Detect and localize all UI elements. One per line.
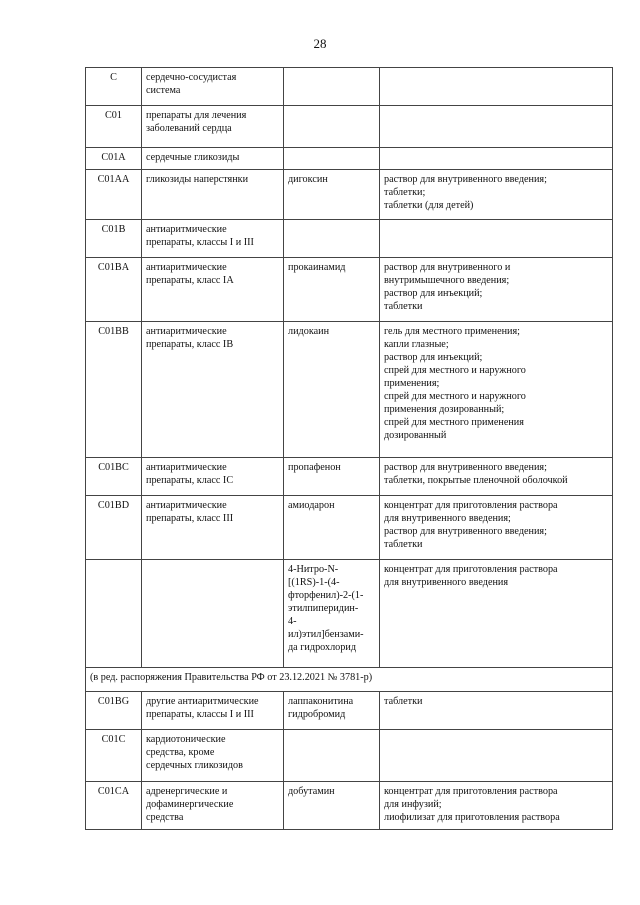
dosage-forms	[380, 220, 613, 258]
dosage-forms	[380, 68, 613, 106]
atc-code: C01	[86, 106, 142, 148]
group-name: кардиотонические средства, кроме сердечных гликозидов	[142, 730, 284, 782]
group-name: другие антиаритмические препараты, классы I и III	[142, 692, 284, 730]
drug-name	[284, 220, 380, 258]
amendment-row	[86, 668, 613, 692]
table-row	[86, 782, 613, 830]
table-row	[86, 496, 613, 560]
atc-code: C01C	[86, 730, 142, 782]
drug-name: прокаинамид	[284, 258, 380, 322]
group-name: гликозиды наперстянки	[142, 170, 284, 220]
atc-code: C01BA	[86, 258, 142, 322]
group-name: антиаритмические препараты, класс III	[142, 496, 284, 560]
dosage-forms: концентрат для приготовления раствора для инфузий; лиофилизат для приготовления раствора	[380, 782, 613, 830]
atc-code	[86, 560, 142, 668]
amendment-note: (в ред. распоряжения Правительства РФ от 23.12.2021 № 3781-р)	[86, 668, 613, 692]
dosage-forms	[380, 106, 613, 148]
table-row	[86, 106, 613, 148]
table-row	[86, 220, 613, 258]
table-row	[86, 68, 613, 106]
page-number: 28	[313, 36, 327, 51]
dosage-forms	[380, 730, 613, 782]
table-row	[86, 692, 613, 730]
group-name: препараты для лечения заболеваний сердца	[142, 106, 284, 148]
table-row	[86, 560, 613, 668]
drug-name	[284, 106, 380, 148]
group-name: сердечные гликозиды	[142, 148, 284, 170]
atc-code: C01BB	[86, 322, 142, 458]
drug-name	[284, 148, 380, 170]
drug-name: 4-Нитро-N- [(1RS)-1-(4- фторфенил)-2-(1- этилпиперидин- 4- ил)этил]бензами- да гидрохлорид	[284, 560, 380, 668]
group-name: антиаритмические препараты, классы I и III	[142, 220, 284, 258]
drug-name	[284, 730, 380, 782]
drug-name: лидокаин	[284, 322, 380, 458]
table-row	[86, 258, 613, 322]
atc-code: C	[86, 68, 142, 106]
dosage-forms: таблетки	[380, 692, 613, 730]
group-name: антиаритмические препараты, класс IC	[142, 458, 284, 496]
dosage-forms: раствор для внутривенного введения; таблетки, покрытые пленочной оболочкой	[380, 458, 613, 496]
table-row	[86, 458, 613, 496]
atc-code: C01BC	[86, 458, 142, 496]
table-row	[86, 170, 613, 220]
drug-name	[284, 68, 380, 106]
drug-classification-table	[85, 67, 613, 830]
drug-name: добутамин	[284, 782, 380, 830]
table-row	[86, 322, 613, 458]
atc-code: C01BG	[86, 692, 142, 730]
atc-code: C01BD	[86, 496, 142, 560]
atc-code: C01B	[86, 220, 142, 258]
atc-code: C01A	[86, 148, 142, 170]
group-name	[142, 560, 284, 668]
table-row	[86, 148, 613, 170]
dosage-forms: раствор для внутривенного введения; таблетки; таблетки (для детей)	[380, 170, 613, 220]
dosage-forms: концентрат для приготовления раствора для внутривенного введения	[380, 560, 613, 668]
atc-code: C01CA	[86, 782, 142, 830]
group-name: сердечно-сосудистая система	[142, 68, 284, 106]
dosage-forms: раствор для внутривенного и внутримышечного введения; раствор для инъекций; таблетки	[380, 258, 613, 322]
table-row	[86, 730, 613, 782]
group-name: антиаритмические препараты, класс IB	[142, 322, 284, 458]
group-name: адренергические и дофаминергические средства	[142, 782, 284, 830]
drug-name: лаппаконитина гидробромид	[284, 692, 380, 730]
atc-code: C01AA	[86, 170, 142, 220]
drug-name: дигоксин	[284, 170, 380, 220]
group-name: антиаритмические препараты, класс IA	[142, 258, 284, 322]
dosage-forms: гель для местного применения; капли глазные; раствор для инъекций; спрей для местного и наружного применения; спрей для местного и наружного применения дозированный; спрей для местного применения дозированный	[380, 322, 613, 458]
drug-name: амиодарон	[284, 496, 380, 560]
dosage-forms	[380, 148, 613, 170]
dosage-forms: концентрат для приготовления раствора для внутривенного введения; раствор для внутривенного введения; таблетки	[380, 496, 613, 560]
drug-name: пропафенон	[284, 458, 380, 496]
